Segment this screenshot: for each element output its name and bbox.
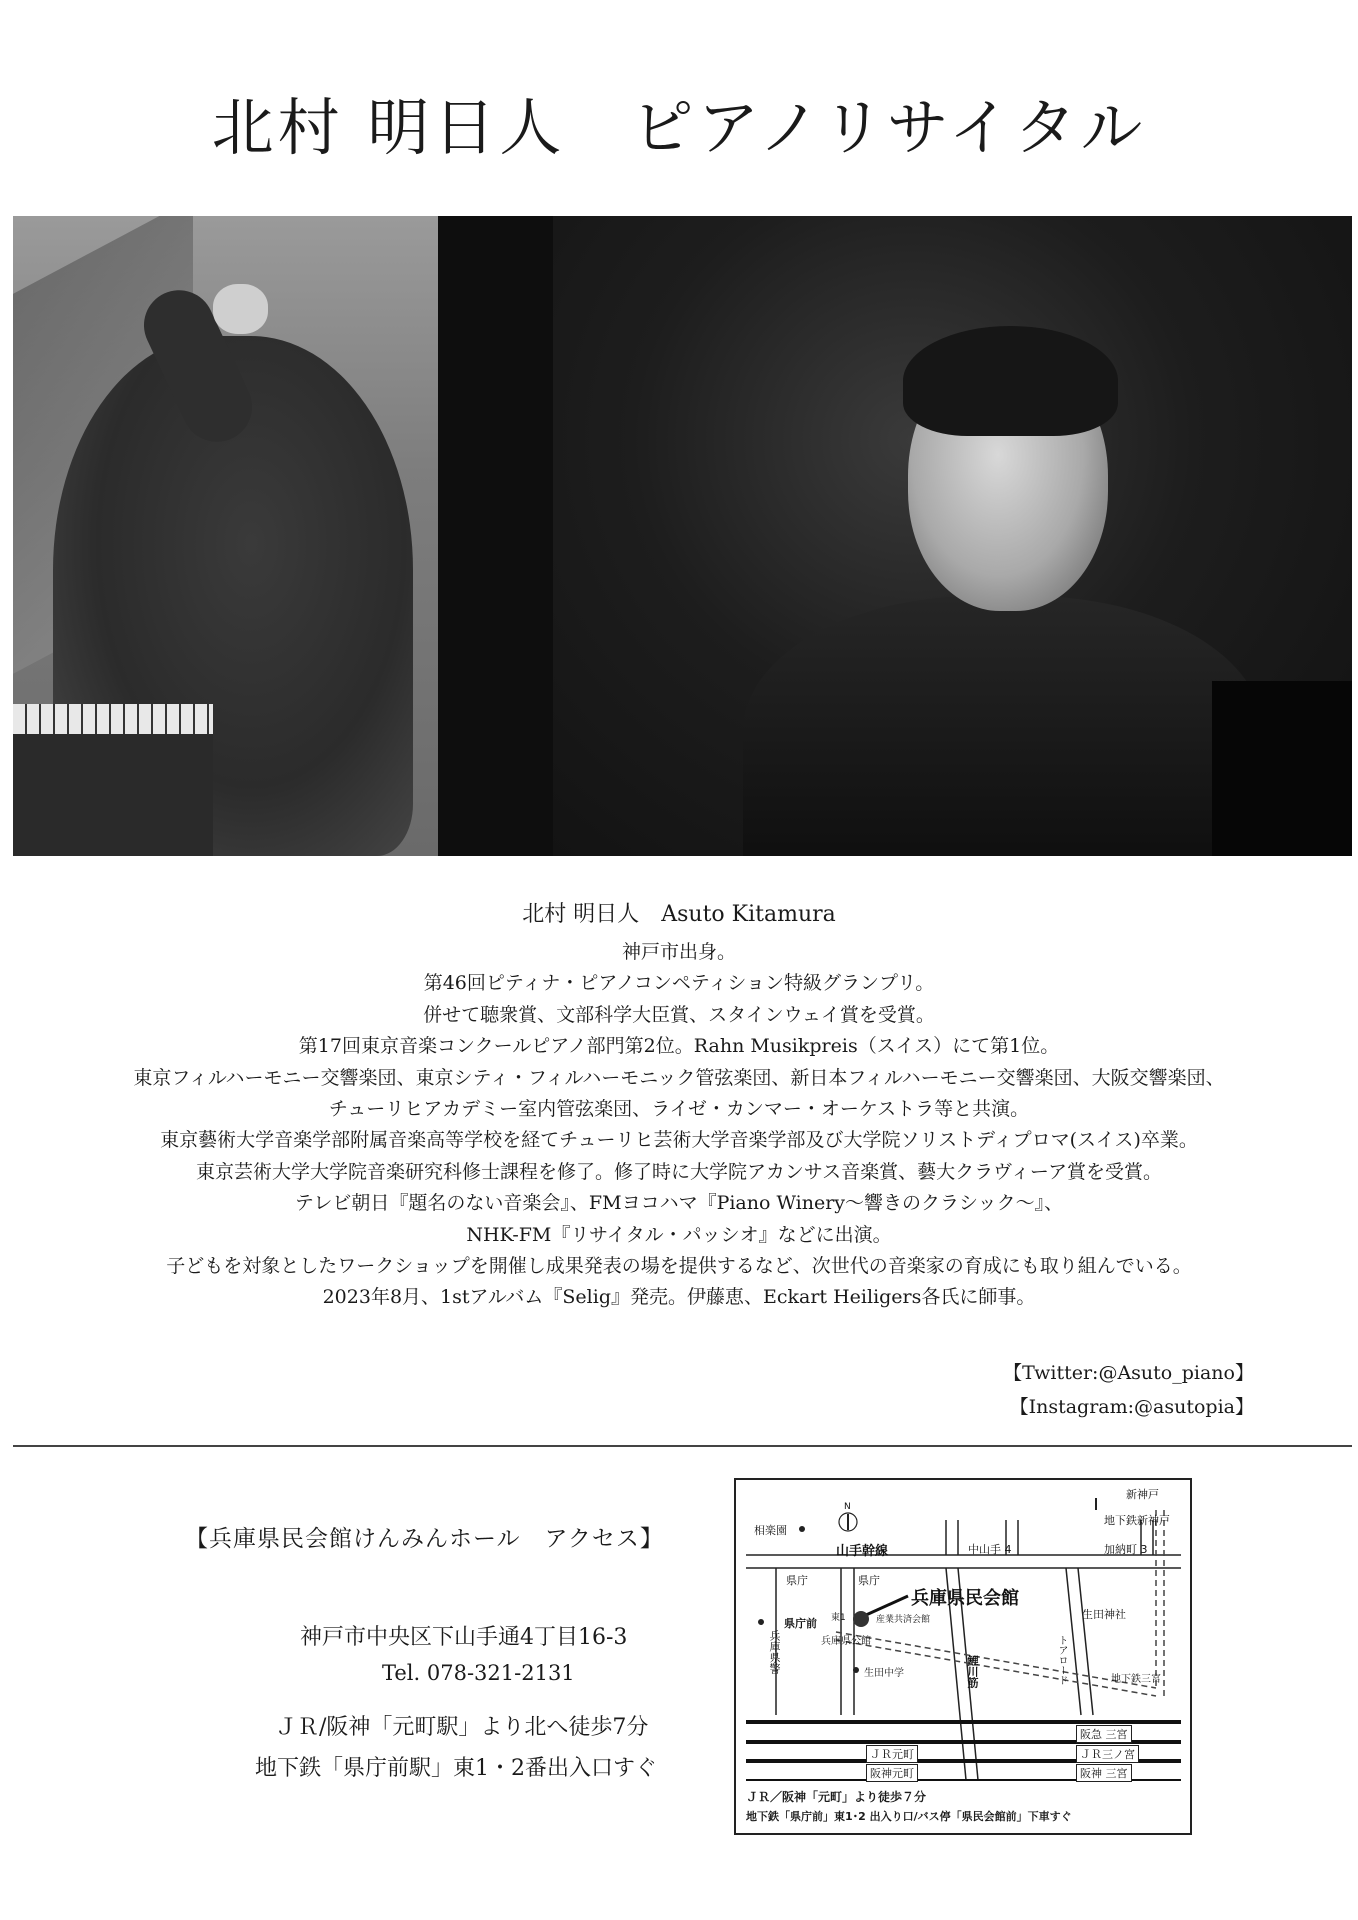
directions-subway: 地下鉄「県庁前駅」東1・2番出入口すぐ: [255, 1756, 657, 1781]
bio-line: チューリヒアカデミー室内管弦楽団、ライゼ・カンマー・オーケストラ等と共演。: [328, 1098, 1030, 1121]
venue-tel: Tel. 078-321-2131: [382, 1661, 575, 1685]
venue-address: 神戸市中央区下山手通4丁目16-3: [300, 1625, 628, 1650]
section-divider: [13, 1445, 1352, 1447]
bio-line: 併せて聴衆賞、文部科学大臣賞、スタインウェイ賞を受賞。: [423, 1003, 935, 1026]
instagram-handle: 【Instagram:@asutopia】: [1009, 1396, 1254, 1418]
map-label-kencho-1: 県庁: [786, 1574, 808, 1587]
station-hankyu-sannomiya: 阪急 三宮: [1076, 1725, 1132, 1743]
photo-dark-band: [438, 216, 553, 856]
station-jr-sannomiya: ＪＲ三ノ宮: [1076, 1745, 1139, 1763]
map-label-kanoucho: 加納町 3: [1104, 1543, 1148, 1556]
bio-line: 神戸市出身。: [621, 941, 736, 963]
map-label-kencho-2: 県庁: [858, 1574, 880, 1587]
page-title: 北村 明日人 ピアノリサイタル: [211, 91, 1147, 164]
access-heading: 【兵庫県民会館けんみんホール アクセス】: [185, 1526, 664, 1552]
photo-right-panel: [553, 216, 1352, 856]
map-label-sorakuen: 相楽園: [754, 1524, 787, 1537]
photo-left-panel: [13, 216, 438, 856]
station-jr-motomachi: ＪＲ元町: [866, 1745, 918, 1763]
map-label-ikuta-jinja: 生田神社: [1082, 1608, 1126, 1621]
map-label-kenchomae: 県庁前: [784, 1617, 817, 1630]
biography: [40, 937, 1318, 1314]
bio-line: テレビ朝日『題名のない音楽会』、FMヨコハマ『Piano Winery～響きのクラシック～』、: [294, 1192, 1064, 1215]
pianist-hand: [213, 284, 268, 334]
map-label-tor-road: トアロード: [1056, 1635, 1067, 1685]
bio-line: 2023年8月、1stアルバム『Selig』発売。伊藤恵、Eckart Heiligers各氏に師事。: [322, 1286, 1036, 1309]
bio-line: 第17回東京音楽コンクールピアノ部門第2位。Rahn Musikpreis（スイス）にて第1位。: [298, 1035, 1060, 1058]
piano-edge: [1212, 681, 1352, 856]
map-label-yamate-kansen: 山手幹線: [836, 1544, 889, 1559]
station-hanshin-sannomiya: 阪神 三宮: [1076, 1764, 1132, 1782]
bio-line: 東京芸術大学大学院音楽研究科修士課程を修了。修了時に大学院アカンサス音楽賞、藝大クラヴィーア賞を受賞。: [196, 1160, 1162, 1183]
access-map: [734, 1478, 1192, 1835]
map-label-ikuta-chugaku: 生田中学: [864, 1668, 904, 1679]
bio-line: NHK-FM『リサイタル・パッシオ』などに出演。: [466, 1223, 892, 1246]
map-label-venue: 兵庫県民会館: [911, 1588, 1019, 1609]
piano-keys: [13, 704, 213, 734]
map-label-sangyo: 産業共済会館: [876, 1615, 931, 1625]
bio-line: 子どもを対象としたワークショップを開催し成果発表の場を提供するなど、次世代の音楽家の育成にも取り組んでいる。: [166, 1255, 1192, 1278]
pianist-photo: [13, 216, 1352, 856]
bio-line: 東京藝術大学音楽学部附属音楽高等学校を経てチューリヒ芸術大学音楽学部及び大学院ソリストディプロマ(スイス)卒業。: [160, 1129, 1198, 1152]
map-label-nakayamate: 中山手 4: [968, 1543, 1012, 1556]
directions-jr: ＪＲ/阪神「元町駅」より北へ徒歩7分: [275, 1715, 649, 1740]
station-hanshin-motomachi: 阪神元町: [866, 1764, 918, 1782]
map-label-shinkobe: 新神戸: [1126, 1488, 1159, 1501]
artist-name: 北村 明日人 Asuto Kitamura: [522, 902, 836, 927]
bio-line: 第46回ピティナ・ピアノコンペティション特級グランプリ。: [423, 972, 935, 995]
twitter-handle: 【Twitter:@Asuto_piano】: [1003, 1362, 1254, 1384]
map-label-subway-shinkobe: 地下鉄新神戸: [1104, 1514, 1170, 1527]
map-label-koikawasuji: 鯉川筋: [966, 1655, 979, 1688]
map-label-subway-sannomiya: 地下鉄三宮: [1111, 1674, 1161, 1685]
map-footer-jr: ＪＲ／阪神「元町」より徒歩７分: [746, 1790, 927, 1804]
map-label-higashi1: 東1: [831, 1613, 846, 1623]
map-footer-subway: 地下鉄「県庁前」東1･2 出入り口/バス停「県民会館前」下車すぐ: [746, 1810, 1072, 1823]
map-label-north: N: [844, 1502, 851, 1512]
map-label-kenkei: 兵庫県警: [768, 1630, 781, 1674]
map-label-kenkoukaido: 兵庫県公館: [821, 1636, 871, 1647]
piano-body: [13, 734, 213, 856]
bio-line: 東京フィルハーモニー交響楽団、東京シティ・フィルハーモニック管弦楽団、新日本フィルハーモニー交響楽団、大阪交響楽団、: [133, 1066, 1225, 1089]
pianist-hair: [903, 326, 1118, 436]
pianist-torso: [743, 596, 1263, 856]
